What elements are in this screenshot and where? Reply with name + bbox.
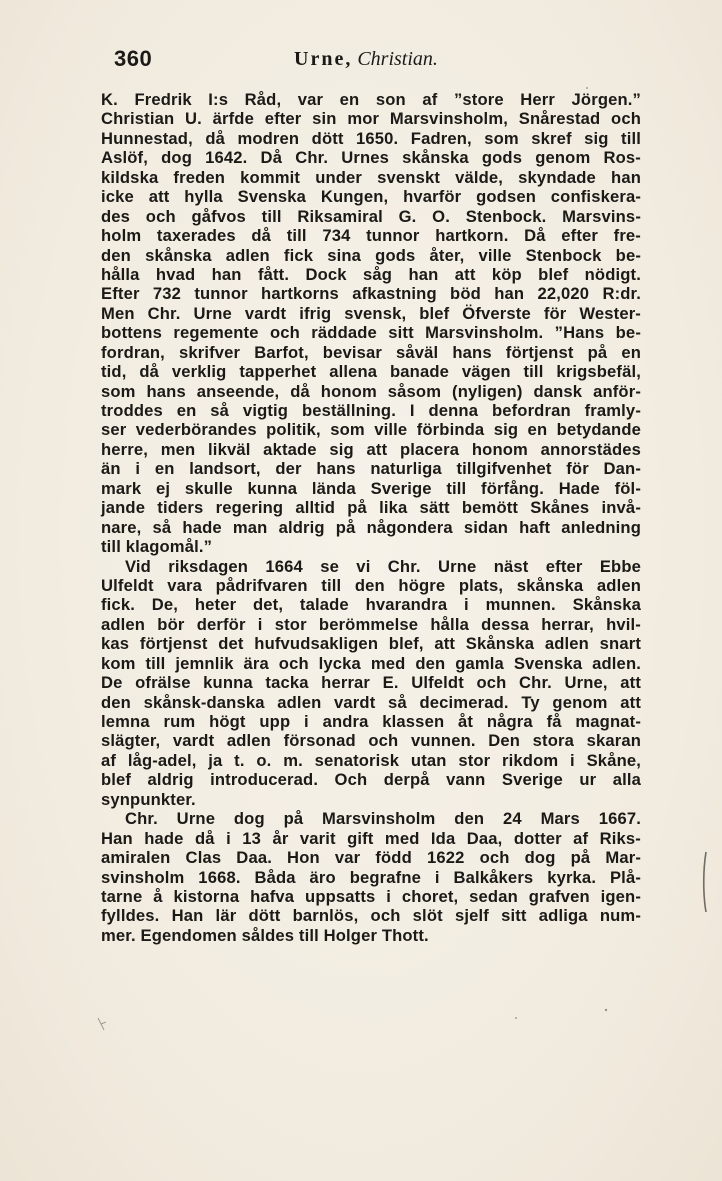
text-line: fordran, skrifver Barfot, bevisar såväl hans förtjenst på en <box>101 342 641 362</box>
text-line: nare, så hade man aldrig på någondera sidan haft anledning <box>101 517 641 537</box>
text-line: bottens regemente och räddade sitt Marsvinsholm. ”Hans be- <box>101 323 641 343</box>
text-line: mer. Egendomen såldes till Holger Thott. <box>101 925 429 945</box>
paper-speck <box>586 87 588 89</box>
text-line: Efter 732 tunnor hartkorns afkastning böd han 22,020 R:dr. <box>101 284 641 304</box>
text-line: af låg-adel, ja t. o. m. senatorisk utan stor rikdom i Skåne, <box>101 750 641 770</box>
text-line: fick. De, heter det, talade hvarandra i munnen. Skånska <box>101 595 641 615</box>
running-head-given-name: Christian. <box>357 48 438 70</box>
text-line: den skånsk-danska adlen vardt så decimerad. Ty genom att <box>101 692 641 712</box>
text-line: fylldes. Han lär dött barnlös, och slöt sjelf sitt adliga num- <box>101 906 641 926</box>
text-line: icke att hylla Svenska Kungen, hvarför godsen confiskera- <box>101 187 641 207</box>
text-line: holm taxerades då till 734 tunnor hartkorn. Då efter fre- <box>101 226 641 246</box>
text-line: Han hade då i 13 år varit gift med Ida Daa, dotter af Riks- <box>101 828 641 848</box>
margin-pencil-mark <box>98 1018 106 1030</box>
text-line: kas förtjenst det hufvudsakligen blef, att Skånska adlen snart <box>101 634 641 654</box>
paper-speck <box>515 1017 517 1019</box>
text-line: blef aldrig introducerad. Och derpå vann Sverige ur alla <box>101 770 641 790</box>
margin-bracket-mark <box>704 852 706 912</box>
text-line: som hans anseende, då honom såsom (nyligen) dansk anför- <box>101 381 641 401</box>
text-line: Men Chr. Urne vardt ifrig svensk, blef Öfverste för Wester- <box>101 303 641 323</box>
text-line: än i en landsort, der hans naturliga tillgifvenhet för Dan- <box>101 459 641 479</box>
paragraph-first-line: Chr. Urne dog på Marsvinsholm den 24 Mars 1667. <box>125 809 641 829</box>
text-line: Ulfeldt vara pådrifvaren till den högre plats, skånska adlen <box>101 575 641 595</box>
body-text <box>101 90 641 945</box>
text-line: amiralen Clas Daa. Hon var född 1622 och dog på Mar- <box>101 848 641 868</box>
text-line: kildska freden kommit under svenskt välde, skyndade han <box>101 167 641 187</box>
text-line: slägter, vardt adlen försonad och vunnen. Den stora skaran <box>101 731 641 751</box>
text-line: kom till jemnlik ära och lycka med den gamla Svenska adlen. <box>101 653 641 673</box>
text-line: hålla hvad han fått. Dock såg han att köp blef nödigt. <box>101 264 641 284</box>
text-line: des och gåfvos till Riksamiral G. O. Stenbock. Marsvins- <box>101 206 641 226</box>
paper-speck <box>605 1009 607 1011</box>
text-line: den skånska adlen fick sina gods åter, ville Stenbock be- <box>101 245 641 265</box>
running-head-title <box>294 48 438 71</box>
text-line: tarne å kistorna hafva uppsatts i choret, sedan grafven igen- <box>101 886 641 906</box>
text-line: K. Fredrik I:s Råd, var en son af ”store Herr Jörgen.” <box>101 90 641 109</box>
text-line: till klagomål.” <box>101 537 213 557</box>
text-line: herre, men likväl aktade sig att placera honom annorstädes <box>101 439 641 459</box>
text-line: lemna rum högt upp i andra klassen åt några få magnat- <box>101 712 641 731</box>
page-number: 360 <box>114 46 153 71</box>
text-line: ser vederbörandes politik, som ville förbinda sig en betydande <box>101 420 641 440</box>
text-line: Aslöf, dog 1642. Då Chr. Urnes skånska gods genom Ros- <box>101 148 641 168</box>
text-line: De ofrälse kunna tacka herrar E. Ulfeldt och Chr. Urne, att <box>101 673 641 693</box>
text-line: adlen bör derför i stor berömmelse hålla dessa herrar, hvil- <box>101 614 641 634</box>
text-line: Christian U. ärfde efter sin mor Marsvinsholm, Snårestad och <box>101 109 641 129</box>
running-head <box>110 46 670 76</box>
running-head-surname: Urne, <box>294 48 353 70</box>
text-line: jande tiders regering alltid på lika sätt bemött Skånes invå- <box>101 498 641 518</box>
text-line: Hunnestad, då modren dött 1650. Fadren, som skref sig till <box>101 128 641 148</box>
text-line: synpunkter. <box>101 789 196 809</box>
text-line: mark ej skulle kunna lända Sverige till förfång. Hade föl- <box>101 478 641 498</box>
text-line: tid, då verklig tapperhet allena banade vägen till krigsbefäl, <box>101 362 641 382</box>
paragraph-first-line: Vid riksdagen 1664 se vi Chr. Urne näst efter Ebbe <box>125 556 641 576</box>
text-line: troddes en så vigtig beställning. I denna befordran framly- <box>101 401 641 420</box>
text-line: svinsholm 1668. Båda äro begrafne i Balkåkers kyrka. Plå- <box>101 867 641 887</box>
